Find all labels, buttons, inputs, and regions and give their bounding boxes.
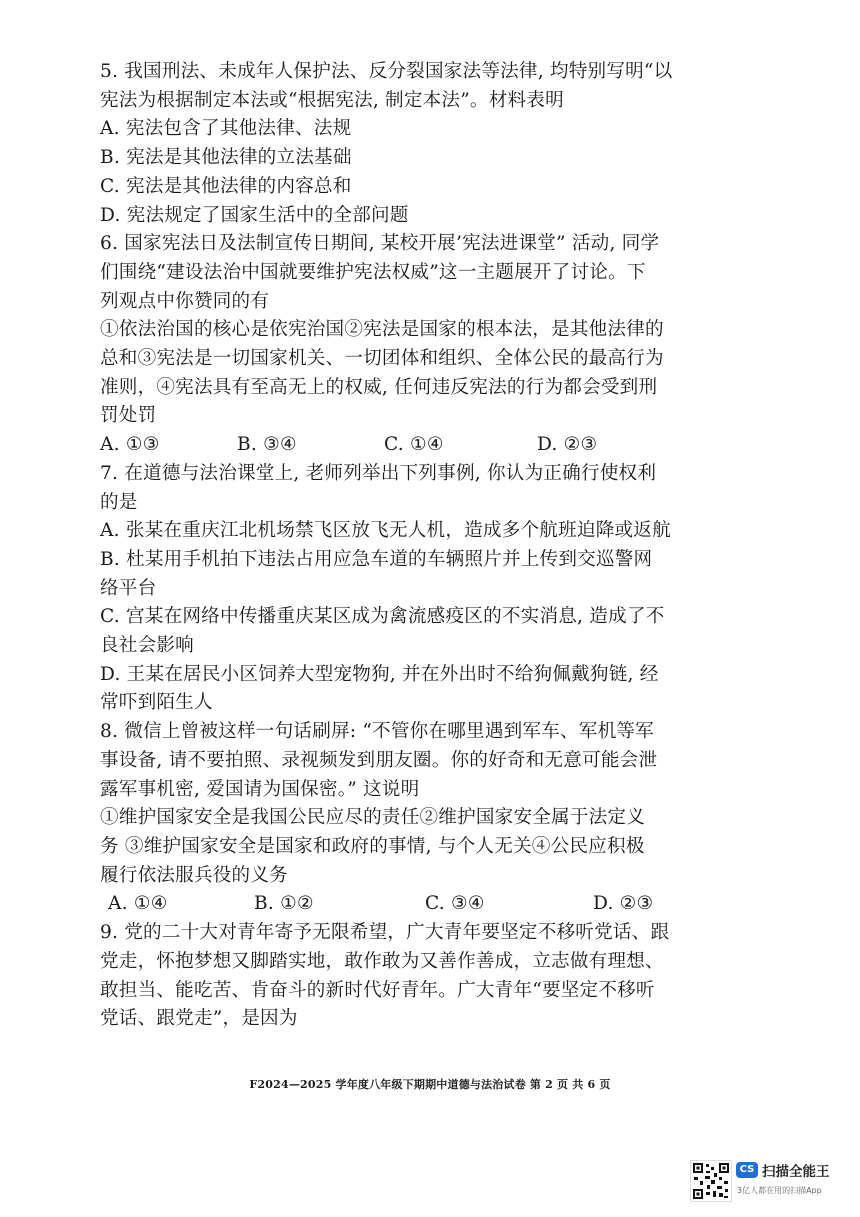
question-5-line-1: 5. 我国刑法、未成年人保护法、反分裂国家法等法律, 均特别写明“以 <box>100 61 673 82</box>
qr-code-icon <box>690 1160 732 1202</box>
question-8-line-4: ①维护国家安全是我国公民应尽的责任②维护国家安全属于法定义 <box>100 807 646 829</box>
question-7-option-c: C. 宫某在网络中传播重庆某区成为禽流感疫区的不实消息, 造成了不 <box>100 606 665 628</box>
question-8-option-c: C. ③④ <box>425 893 485 915</box>
camscanner-tagline: 3亿人都在用的扫描App <box>737 1186 822 1195</box>
question-7-option-d: D. 王某在居民小区饲养大型宠物狗, 并在外出时不给狗佩戴狗链, 经 <box>100 663 659 685</box>
question-7-line-1: 7. 在道德与法治课堂上, 老师列举出下列事例, 你认为正确行使权利 <box>100 462 657 484</box>
camscanner-app-name: 扫描全能王 <box>762 1164 830 1180</box>
page-content <box>100 58 700 1034</box>
question-8-option-a: A. ①④ <box>108 893 168 915</box>
question-8-option-b: B. ①② <box>254 893 314 915</box>
question-6-options <box>100 431 700 460</box>
question-9-line-3: 敢担当、能吃苦、肯奋斗的新时代好青年。广大青年“要坚定不移听 <box>100 979 655 1001</box>
question-5-option-c: C. 宪法是其他法律的内容总和 <box>100 175 352 197</box>
question-5-option-a: A. 宪法包含了其他法律、法规 <box>100 118 352 140</box>
question-5-option-b: B. 宪法是其他法律的立法基础 <box>100 147 352 169</box>
question-5-option-d: D. 宪法规定了国家生活中的全部问题 <box>100 204 409 226</box>
question-6-option-c: C. ①④ <box>384 434 444 456</box>
question-6-line-3: 列观点中你赞同的有 <box>100 290 270 312</box>
question-6-line-1: 6. 国家宪法日及法制宣传日期间, 某校开展’宪法进课堂” 活动, 同学 <box>100 233 660 255</box>
question-7-option-b: B. 杜某用手机拍下违法占用应急车道的车辆照片并上传到交巡警网 <box>100 548 653 570</box>
question-7 <box>100 460 700 718</box>
question-8-line-6: 履行依法服兵役的义务 <box>100 864 288 886</box>
question-6-option-d: D. ②③ <box>537 434 598 456</box>
question-6-line-5: 总和③宪法是一切国家机关、一切团体和组织、全体公民的最高行为 <box>100 348 664 370</box>
camscanner-logo: CS <box>736 1162 758 1178</box>
question-8 <box>100 718 700 919</box>
question-7-option-b-cont: 络平台 <box>100 577 157 599</box>
question-6-line-4: ①依法治国的核心是依宪治国②宪法是国家的根本法，是其他法律的 <box>100 319 664 341</box>
question-7-option-d-cont: 常吓到陌生人 <box>100 692 213 714</box>
question-6-option-b: B. ③④ <box>237 434 297 456</box>
question-8-line-3: 露军事机密, 爱国请为国保密。” 这说明 <box>100 778 420 800</box>
scanner-watermark <box>690 1158 855 1206</box>
question-5-line-2: 宪法为根据制定本法或“根据宪法, 制定本法”。材料表明 <box>100 89 564 111</box>
question-9-line-4: 党话、跟党走”，是因为 <box>100 1008 298 1030</box>
question-9-line-1: 9. 党的二十大对青年寄予无限希望，广大青年要坚定不移听党话、跟 <box>100 922 670 944</box>
question-7-line-2: 的是 <box>100 491 138 513</box>
question-6-line-6: 准则，④宪法具有至高无上的权威, 任何违反宪法的行为都会受到刑 <box>100 376 658 398</box>
question-7-option-a: A. 张某在重庆江北机场禁飞区放飞无人机，造成多个航班迫降或返航 <box>100 520 671 542</box>
question-6-line-7: 罚处罚 <box>100 405 157 427</box>
question-9 <box>100 919 700 1034</box>
question-5 <box>100 58 700 230</box>
question-7-option-c-cont: 良社会影响 <box>100 635 194 657</box>
question-6-option-a: A. ①③ <box>100 434 160 456</box>
question-8-option-d: D. ②③ <box>593 893 654 915</box>
question-8-options <box>100 890 700 919</box>
page-footer: F2024—2025 学年度八年级下期期中道德与法治试卷 第 2 页 共 6 页 <box>249 1078 611 1091</box>
question-8-line-2: 事设备, 请不要拍照、录视频发到朋友圈。你的好奇和无意可能会泄 <box>100 749 658 771</box>
question-8-line-5: 务 ③维护国家安全是国家和政府的事情, 与个人无关④公民应积极 <box>100 835 645 857</box>
question-9-line-2: 党走，怀抱梦想又脚踏实地，敢作敢为又善作善成，立志做有理想、 <box>100 950 664 972</box>
question-8-line-1: 8. 微信上曾被这样一句话刷屏: “不管你在哪里遇到军车、军机等军 <box>100 721 654 743</box>
question-6 <box>100 230 700 460</box>
question-6-line-2: 们围绕“建设法治中国就要维护宪法权威”这一主题展开了讨论。下 <box>100 261 646 283</box>
